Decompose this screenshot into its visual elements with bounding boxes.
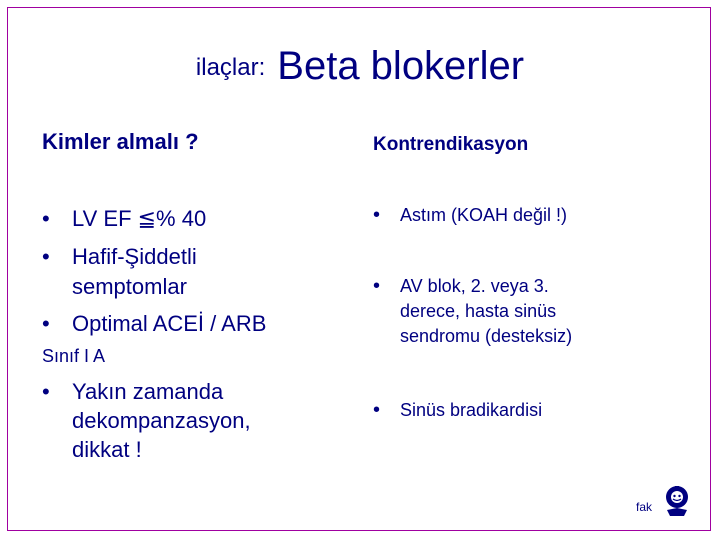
bullet-text: LV EF ≦% 40 xyxy=(72,206,207,231)
title-main: Beta blokerler xyxy=(277,44,525,88)
bullet-dot: • xyxy=(42,206,50,231)
bullet-text-line-2: dekompanzasyon, xyxy=(72,408,251,433)
fak-logo xyxy=(636,484,700,520)
bullet-dot: • xyxy=(373,204,381,226)
bullet-text-line-3: dikkat ! xyxy=(72,437,142,462)
bullet-text: Astım (KOAH değil !) xyxy=(400,205,568,225)
left-heading: Kimler almalı ? xyxy=(42,129,199,154)
bullet-text-line-1: Yakın zamanda xyxy=(72,379,224,404)
bullet-dot: • xyxy=(42,244,50,269)
bullet-text-line-1: Hafif-Şiddetli xyxy=(72,244,197,269)
logo-text: fak xyxy=(636,500,653,514)
bullet-text: Optimal ACEİ / ARB xyxy=(72,311,267,336)
bullet-text: Sinüs bradikardisi xyxy=(400,400,543,420)
bullet-text-line-2: semptomlar xyxy=(72,274,187,299)
emblem-icon xyxy=(662,484,692,518)
title-prefix: ilaçlar: xyxy=(195,54,266,81)
bullet-text-line-2: derece, hasta sinüs xyxy=(400,301,557,321)
class-label: Sınıf I A xyxy=(42,346,106,366)
right-heading: Kontrendikasyon xyxy=(373,134,529,155)
bullet-dot: • xyxy=(373,399,381,421)
bullet-text-line-1: AV blok, 2. veya 3. xyxy=(400,276,549,296)
bullet-dot: • xyxy=(373,275,381,297)
bullet-text-line-3: sendromu (desteksiz) xyxy=(400,326,573,346)
bullet-dot: • xyxy=(42,379,50,404)
slide-title xyxy=(0,44,720,89)
bullet-dot: • xyxy=(42,311,50,336)
